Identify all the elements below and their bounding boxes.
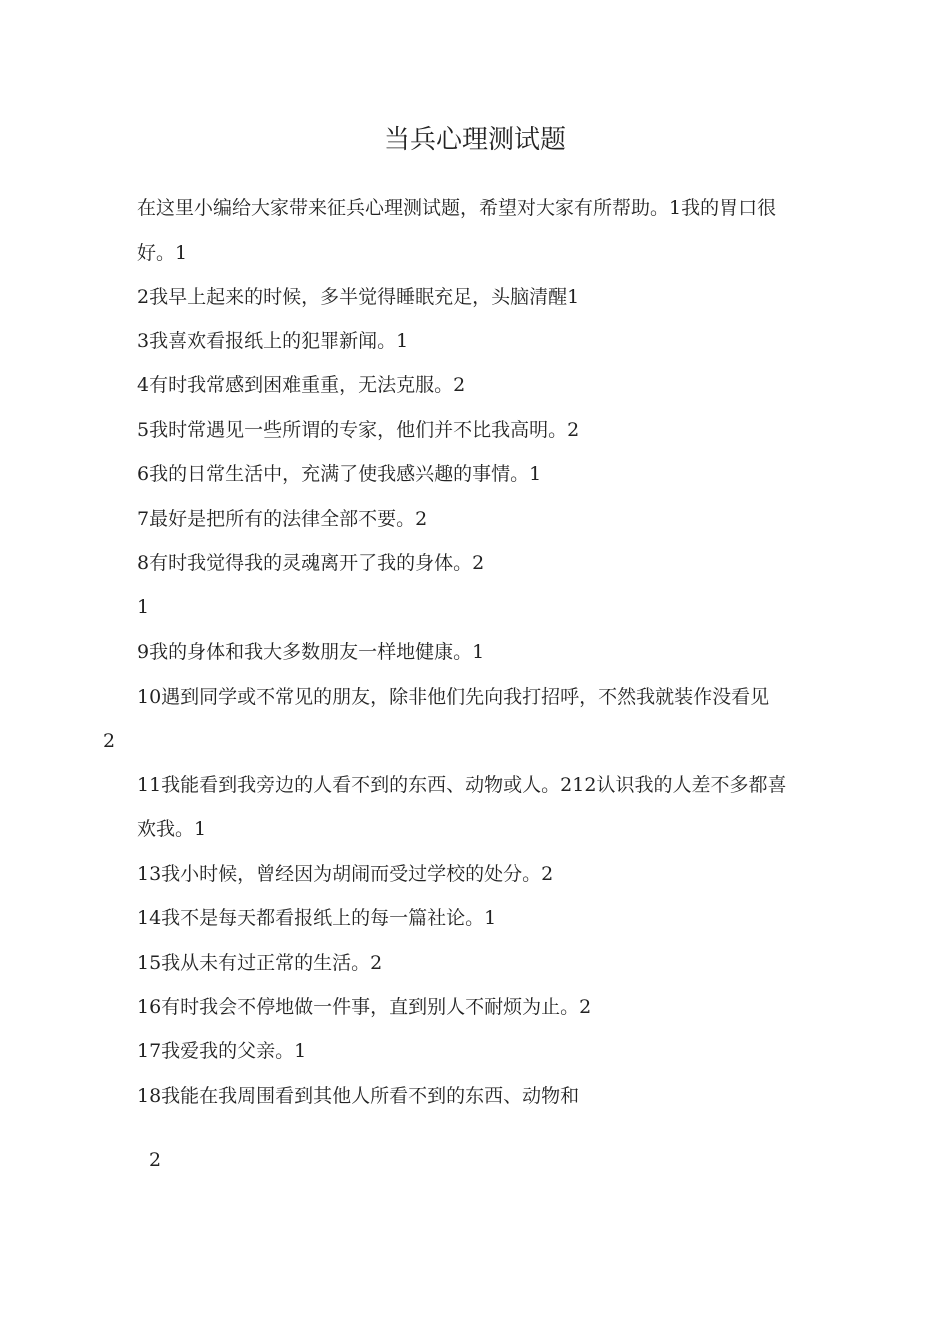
text-line: 欢我。1 — [137, 818, 207, 840]
text-line: 16有时我会不停地做一件事，直到别人不耐烦为止。2 — [137, 996, 592, 1018]
text-line: 10遇到同学或不常见的朋友，除非他们先向我打招呼，不然我就装作没看见 — [137, 686, 770, 708]
text-line: 11我能看到我旁边的人看不到的东西、动物或人。212认识我的人差不多都喜 — [137, 774, 787, 796]
page-title: 当兵心理测试题 — [383, 125, 566, 155]
page-number: 2 — [149, 1149, 162, 1171]
text-line: 8有时我觉得我的灵魂离开了我的身体。2 — [137, 552, 485, 574]
text-line: 7最好是把所有的法律全部不要。2 — [137, 508, 428, 530]
text-line: 2 — [103, 730, 116, 752]
text-line: 15我从未有过正常的生活。2 — [137, 952, 383, 974]
text-line: 9我的身体和我大多数朋友一样地健康。1 — [137, 641, 485, 663]
text-line: 13我小时候，曾经因为胡闹而受过学校的处分。2 — [137, 863, 554, 885]
text-line: 4有时我常感到困难重重，无法克服。2 — [137, 374, 466, 396]
text-line: 好。1 — [137, 242, 188, 264]
text-line: 1 — [137, 596, 150, 618]
text-line: 18我能在我周围看到其他人所看不到的东西、动物和 — [137, 1085, 580, 1107]
text-line: 3我喜欢看报纸上的犯罪新闻。1 — [137, 330, 409, 352]
text-line: 在这里小编给大家带来征兵心理测试题，希望对大家有所帮助。1我的胃口很 — [137, 197, 777, 219]
text-line: 6我的日常生活中，充满了使我感兴趣的事情。1 — [137, 463, 542, 485]
text-line: 5我时常遇见一些所谓的专家，他们并不比我高明。2 — [137, 419, 580, 441]
text-line: 2我早上起来的时候，多半觉得睡眠充足，头脑清醒1 — [137, 286, 580, 308]
text-line: 14我不是每天都看报纸上的每一篇社论。1 — [137, 907, 497, 929]
text-line: 17我爱我的父亲。1 — [137, 1040, 307, 1062]
